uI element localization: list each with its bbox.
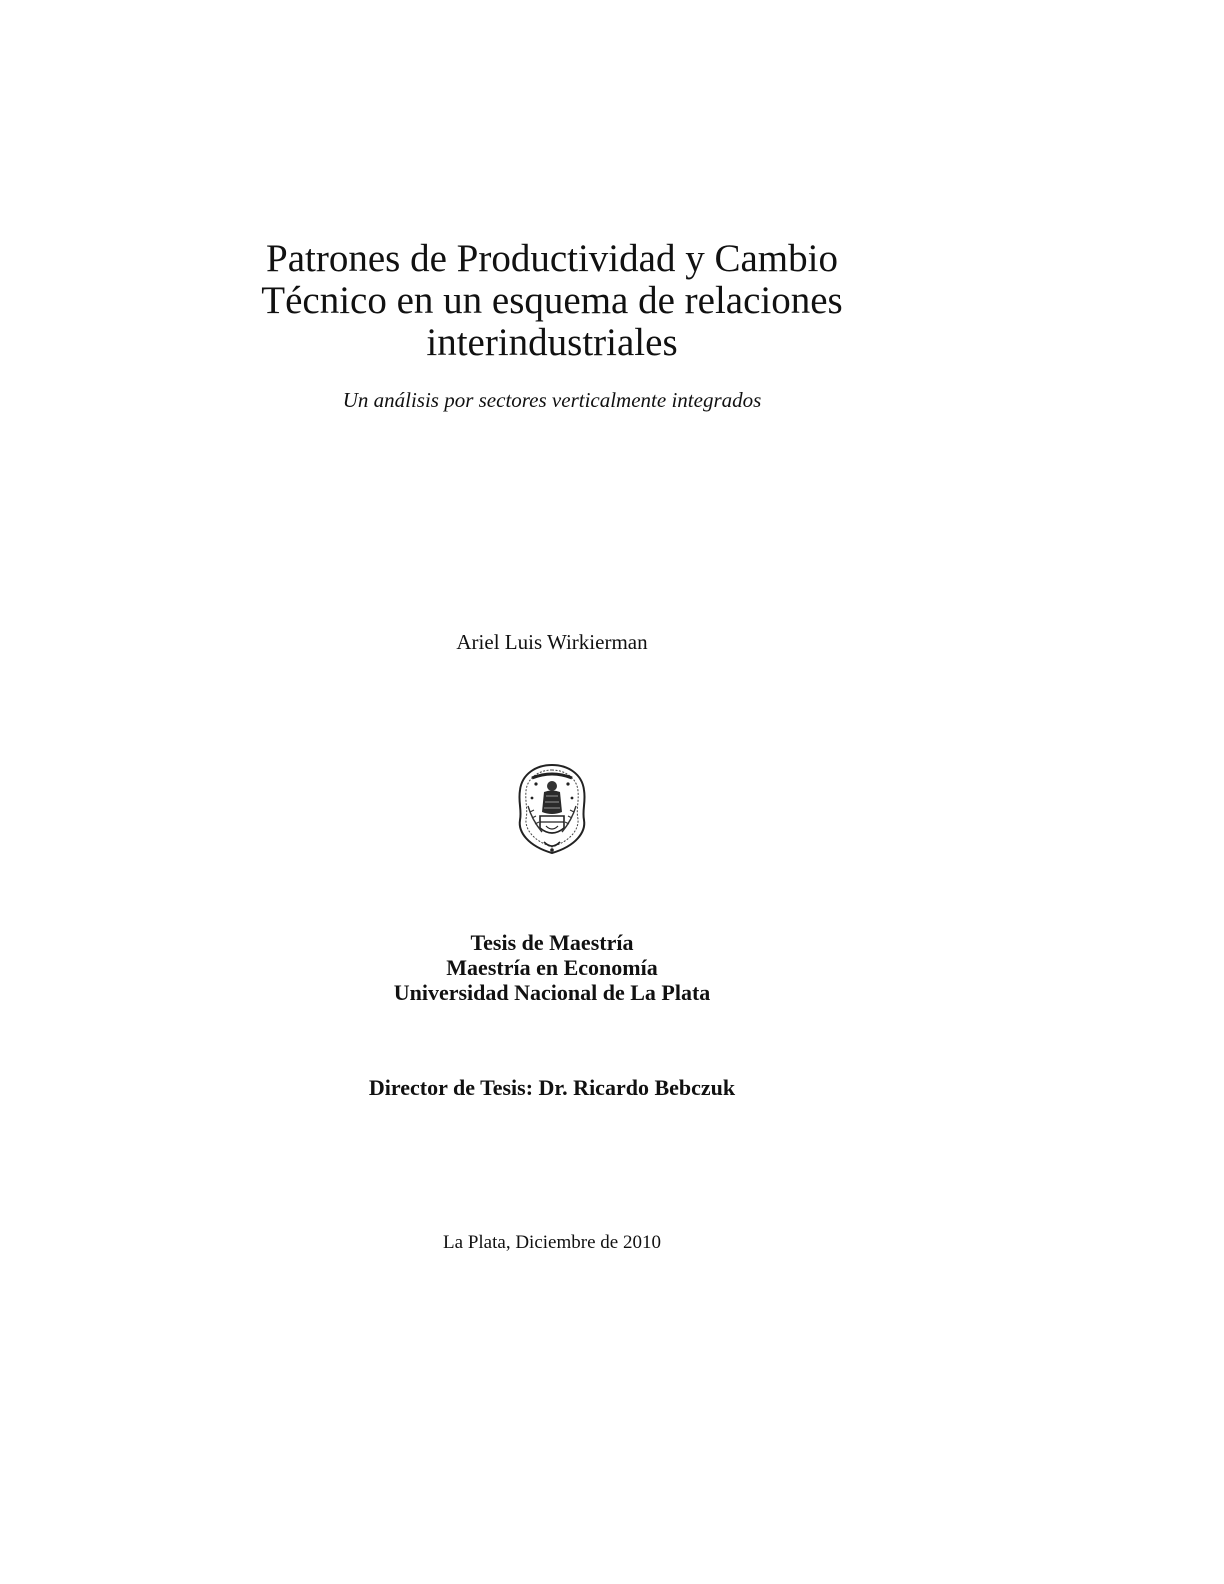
- thesis-title-line-2: Técnico en un esquema de relaciones: [261, 279, 843, 322]
- university-seal-icon: [512, 762, 592, 856]
- thesis-title-line-3: interindustriales: [426, 321, 678, 364]
- degree-type: Tesis de Maestría: [470, 930, 634, 955]
- degree-program: Maestría en Economía: [446, 955, 658, 980]
- degree-info: [200, 930, 904, 1005]
- thesis-subtitle: Un análisis por sectores verticalmente integrados: [342, 388, 762, 412]
- thesis-director: Director de Tesis: Dr. Ricardo Bebczuk: [368, 1075, 736, 1100]
- place-and-date: La Plata, Diciembre de 2010: [443, 1232, 661, 1253]
- thesis-title: [200, 238, 904, 364]
- thesis-title-line-1: Patrones de Productividad y Cambio: [266, 237, 838, 280]
- university-name: Universidad Nacional de La Plata: [393, 980, 711, 1005]
- author-name: Ariel Luis Wirkierman: [456, 630, 648, 654]
